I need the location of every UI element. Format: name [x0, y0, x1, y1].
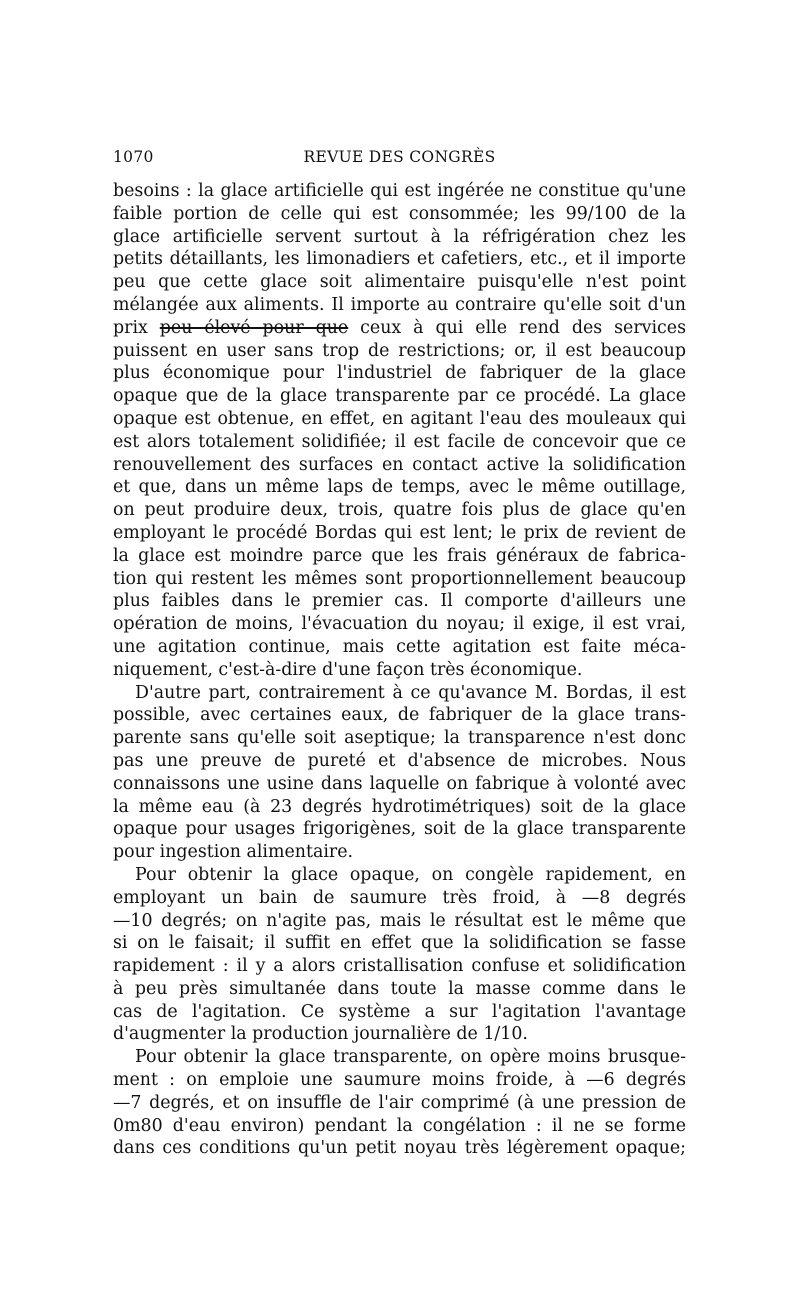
text-line: pour ingestion alimentaire.	[113, 842, 354, 863]
text-line: la même eau (à 23 degrés hydrotimétriques) soit de la glace	[113, 796, 686, 817]
text-line: opaque que de la glace transparente par ce procédé. La glace	[113, 386, 686, 407]
text-line: est alors totalement solidifiée; il est facile de concevoir que ce	[113, 431, 686, 452]
text-line: mélangée aux aliments. Il importe au contraire qu'elle soit d'un	[113, 294, 686, 315]
text-line: opération de moins, l'évacuation du noyau; il exige, il est vrai,	[113, 614, 686, 635]
text-line: rapidement : il y a alors cristallisation confuse et solidification	[113, 956, 686, 977]
text-line: plus économique pour l'industriel de fabriquer de la glace	[113, 363, 686, 384]
text-line: à peu près simultanée dans toute la masse comme dans le	[113, 978, 686, 999]
text-line: dans ces conditions qu'un petit noyau très légèrement opaque;	[113, 1138, 686, 1159]
text-line: et que, dans un même laps de temps, avec le même outillage,	[113, 477, 686, 498]
text-segment: prix	[113, 317, 160, 338]
struck-through-text: peu élevé pour que	[159, 317, 349, 338]
text-line: la glace est moindre parce que les frais généraux de fabrica-	[113, 545, 686, 566]
text-line: faible portion de celle qui est consommée; les 99/100 de la	[113, 203, 686, 224]
text-line: possible, avec certaines eaux, de fabriquer de la glace trans-	[113, 705, 686, 726]
text-line: puissent en user sans trop de restrictions; or, il est beaucoup	[113, 340, 686, 361]
text-line: plus faibles dans le premier cas. Il comporte d'ailleurs une	[113, 591, 686, 612]
text-line: renouvellement des surfaces en contact active la solidification	[113, 454, 686, 475]
text-line: Pour obtenir la glace transparente, on opère moins brusque-	[135, 1047, 686, 1068]
text-line: employant un bain de saumure très froid, à —8 degrés	[113, 887, 686, 908]
text-line: —10 degrés; on n'agite pas, mais le résultat est le même que	[113, 910, 686, 931]
text-line: besoins : la glace artificielle qui est ingérée ne constitue qu'une	[113, 181, 686, 201]
text-line: opaque est obtenue, en effet, en agitant l'eau des mouleaux qui	[113, 408, 686, 429]
text-line: cas de l'agitation. Ce système a sur l'agitation l'avantage	[113, 1001, 686, 1022]
text-line: opaque pour usages frigorigènes, soit de la glace transparente	[113, 819, 686, 840]
text-line: connaissons une usine dans laquelle on fabrique à volonté avec	[113, 773, 686, 794]
body-text	[113, 180, 686, 1160]
running-title: REVUE DES CONGRÈS	[303, 148, 496, 166]
text-line: peu que cette glace soit alimentaire puisqu'elle n'est point	[113, 272, 686, 293]
text-line: on peut produire deux, trois, quatre fois plus de glace qu'en	[113, 500, 686, 521]
page-number: 1070	[113, 148, 154, 166]
text-line: —7 degrés, et on insuffle de l'air comprimé (à une pression de	[113, 1092, 686, 1113]
text-line: petits détaillants, les limonadiers et cafetiers, etc., et il importe	[113, 249, 686, 270]
text-line: D'autre part, contrairement à ce qu'avance M. Bordas, il est	[135, 682, 686, 703]
text-line: ment : on emploie une saumure moins froide, à —6 degrés	[113, 1070, 686, 1091]
text-line: si on le faisait; il suffit en effet que la solidification se fasse	[113, 933, 686, 954]
text-line: niquement, c'est-à-dire d'une façon très économique.	[113, 659, 583, 680]
text-line: Pour obtenir la glace opaque, on congèle rapidement, en	[135, 864, 686, 885]
text-segment: ceux à qui elle rend des services	[348, 317, 687, 338]
text-line: d'augmenter la production journalière de 1/10.	[113, 1024, 528, 1045]
text-line: employant le procédé Bordas qui est lent; le prix de revient de	[113, 522, 686, 543]
text-line: 0m80 d'eau environ) pendant la congélation : il ne se forme	[113, 1115, 686, 1136]
text-line: glace artificielle servent surtout à la réfrigération chez les	[113, 226, 686, 247]
text-line: tion qui restent les mêmes sont proportionnellement beaucoup	[113, 568, 686, 589]
text-line: une agitation continue, mais cette agitation est faite méca-	[113, 636, 686, 657]
text-line	[113, 317, 686, 340]
page-header	[113, 148, 686, 168]
text-line: parente sans qu'elle soit aseptique; la transparence n'est donc	[113, 728, 686, 749]
text-line: pas une preuve de pureté et d'absence de microbes. Nous	[113, 750, 686, 771]
